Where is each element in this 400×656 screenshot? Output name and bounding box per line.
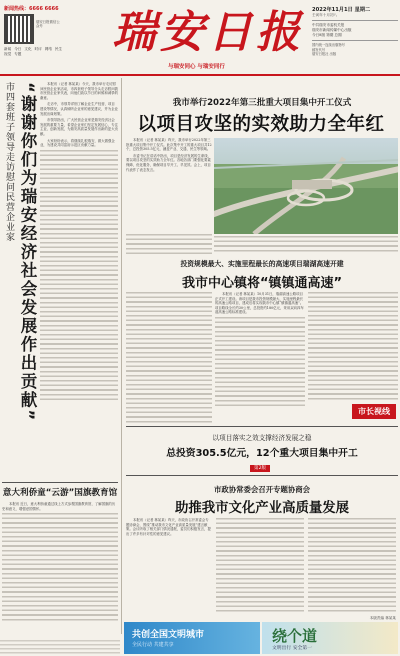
bottom-left-strip	[0, 640, 120, 656]
slogan: 与瑞安同心 与瑞安同行	[168, 64, 225, 70]
byline: 本版责编 林某某	[369, 616, 396, 620]
paragraph: 走访中，市领导详细了解企业生产经营、项目建设等情况，认真倾听企业家的意见建议，并为企业发展出谋划策。	[40, 102, 118, 116]
paragraph: 市领导指出，广大民营企业家是瑞安经济社会发展的重要力量，希望企业家们坚定发展信心，专注主业、创新发展，为瑞安高质量发展作出新的更大贡献。	[40, 118, 118, 136]
main-story-body	[126, 138, 212, 232]
issue-info	[312, 6, 398, 57]
publication-code: 国内统一连续出版物号	[312, 43, 345, 47]
text-filler	[308, 292, 398, 400]
publication-code: 邮发代号	[312, 47, 326, 52]
nav-item[interactable]: 新闻	[4, 47, 12, 51]
paragraph: 本报讯（记者 林某某）昨天，我市举行2022年第三批重大项目集中开工仪式。此次集中开工的重大项目共12个，总投资305.5亿元，涵盖产业、交通、民生等领域。	[126, 138, 212, 152]
note-box	[126, 426, 398, 476]
publisher-line: 今日8版 第期 总期	[312, 33, 342, 37]
ad-civilized-city[interactable]	[124, 622, 260, 654]
small-body: 本报讯 近日，意大利侨童通过线上方式参观国旗教育馆，了解国旗的历史和意义，增强爱国情怀。	[2, 502, 116, 511]
text-filler	[308, 518, 396, 614]
text-filler	[216, 518, 304, 614]
bottom-headline: 助推我市文化产业高质量发展	[174, 501, 350, 516]
main-story-filler	[126, 234, 212, 254]
issue-date: 2022年11月1日 星期二	[312, 7, 371, 13]
small-headline: 意大利侨童“云游”国旗教育馆	[2, 488, 118, 498]
left-divider	[2, 482, 118, 483]
paragraph: 本报讯（记者 林某某）10月31日，瑞湖高速公路项目正式开工建设。该项目是我市投资规模最大、实施里程最长的高速公路项目，建成后将实现我市中心镇“镇镇通高速”。项目路线全长约30公里，总投资约180亿元，采用双向四车道高速公路标准建设。	[215, 292, 304, 315]
ad-left-caption: 全民行动 共建共享	[132, 642, 174, 648]
bottom-body	[126, 518, 398, 616]
town-kicker: 投资规模最大、实施里程最长的高速项目瑞湖高速开建	[180, 260, 344, 268]
ad-detour[interactable]	[262, 622, 398, 654]
qr-code[interactable]	[4, 14, 34, 44]
nav-grid	[4, 47, 64, 57]
hotline: 新闻热线：6666 6666	[4, 6, 59, 12]
lunar-date: 壬寅年十月初八	[312, 13, 338, 17]
town-body-col3	[308, 292, 398, 400]
qr-caption: 瑞安日报微信公众号	[36, 20, 60, 29]
bottom-kicker: 市政协常委会召开专题协商会	[213, 485, 311, 494]
publication-code: 瑞安日报社 出版	[312, 52, 337, 56]
text-filler	[40, 150, 118, 400]
left-small-story	[2, 486, 118, 636]
newspaper-logo: 瑞安日报	[112, 7, 304, 58]
town-body-col1	[126, 292, 212, 424]
paragraph: 市委书记在讲话中指出，项目是经济发展的生命线，要以项目攻坚的实效助力全年红。各地各部门要强化要素保障，优化服务，确保项目早开工、早见效。会上，项目代表作了表态发言。	[126, 153, 211, 172]
publisher-line: 瑞安市新闻传媒中心出版	[312, 28, 352, 32]
main-story-body-lower	[214, 236, 398, 254]
aerial-photo	[214, 138, 398, 234]
highway-interchange-image	[214, 138, 398, 234]
text-filler	[215, 317, 305, 407]
nav-item[interactable]: 网络	[44, 47, 52, 51]
left-story-subtitle: 市四套班子领导走访慰问民营企业家	[4, 82, 14, 242]
note-kicker: 以项目落实之效支撑经济发展之稳	[212, 434, 312, 442]
masthead	[0, 0, 400, 74]
main-headline: 以项目攻坚的实效助力全年红	[137, 114, 385, 135]
main-kicker: 我市举行2022年第三批重大项目集中开工仪式	[172, 98, 352, 108]
text-filler	[214, 236, 398, 254]
paragraph: 本报讯（记者 林某某）今天，我市举行走访慰问民营企业家活动，市四套班子领导分头走访慰问我市民营企业家代表，向他们致以节日的问候和诚挚的谢意。	[40, 82, 118, 100]
paragraph: 本报讯（记者 林某某）昨天，市政协召开常委会专题协商会，围绕“推动我市文化产业高质量发展”建言献策。会议听取了相关部门情况通报，委员们积极发言，提出了许多有针对性的意见建议。	[126, 518, 211, 536]
ad-right-title: 绕个道	[272, 627, 318, 645]
ad-left-title: 共创全国文明城市	[132, 630, 205, 640]
column-tag[interactable]: 市长视线	[352, 404, 396, 419]
nav-item[interactable]: 时评	[34, 47, 42, 51]
left-story-body	[40, 82, 118, 472]
nav-item[interactable]: 视觉	[4, 52, 12, 56]
publisher-line: 中共瑞安市委机关报	[312, 23, 345, 27]
town-headline: 我市中心镇将“镇镇通高速”	[181, 276, 343, 291]
column-rule	[121, 78, 122, 634]
text-filler	[126, 292, 212, 424]
town-body-col2	[215, 292, 305, 424]
left-story	[0, 78, 120, 480]
nav-item[interactable]: 文化	[24, 47, 32, 51]
masthead-rule	[0, 74, 400, 76]
nav-item[interactable]: 专题	[14, 52, 22, 56]
text-filler	[2, 513, 118, 623]
jump-tag[interactable]: 第2版	[250, 465, 270, 472]
text-filler	[126, 234, 212, 254]
ad-right-caption: 文明出行 安全第一	[272, 646, 312, 651]
paragraph: 大家纷纷表示，将继续扎根瑞安，做大做强企业，为建设共同富裕示范区贡献力量。	[40, 138, 115, 148]
nav-item[interactable]: 民生	[54, 47, 63, 51]
left-story-headline: “谢谢你们为瑞安经济社会发展作出贡献”	[18, 82, 37, 423]
note-headline: 总投资305.5亿元，12个重大项目集中开工	[166, 448, 358, 459]
nav-item[interactable]: 今日	[14, 47, 22, 51]
